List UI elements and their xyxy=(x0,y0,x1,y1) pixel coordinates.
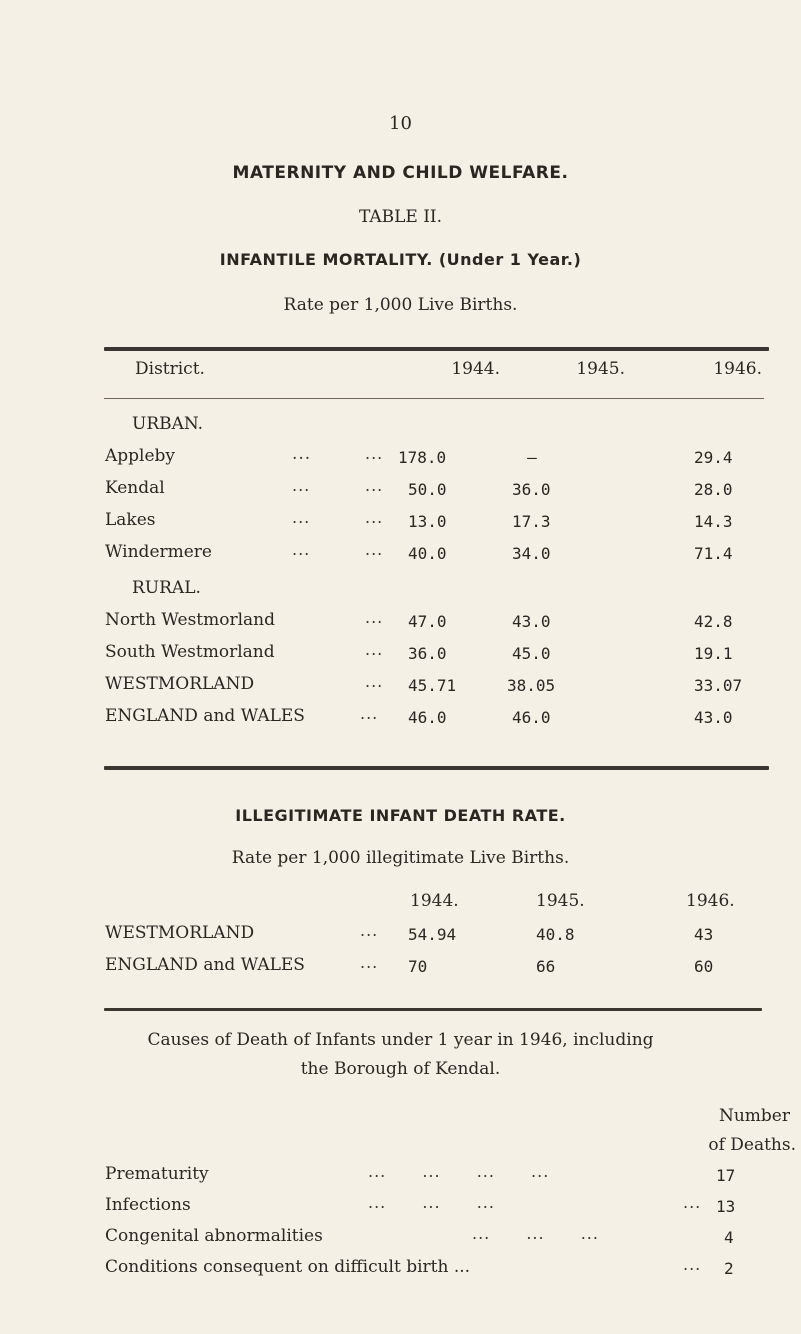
causes-header-deaths: of Deaths. xyxy=(708,1135,796,1155)
value-1944: 40.0 xyxy=(408,544,447,563)
value-1946: 60 xyxy=(694,957,714,976)
value-1944: 70 xyxy=(408,957,428,976)
cause-count: 4 xyxy=(724,1228,734,1247)
illegitimate-subtitle: Rate per 1,000 illegitimate Live Births. xyxy=(231,848,570,868)
leader-dots: ... xyxy=(360,704,379,723)
leader-dots: ... xyxy=(365,672,384,691)
value-1945: 40.8 xyxy=(536,925,575,944)
leader-dots: ... xyxy=(292,444,312,464)
cause-count: 13 xyxy=(716,1197,736,1216)
leader-dots: ... ... ... ... xyxy=(368,1162,550,1181)
leader-dots: ... xyxy=(292,476,311,495)
district-name: Appleby xyxy=(105,446,176,466)
cause-count: 17 xyxy=(716,1166,736,1185)
leader-dots: ... xyxy=(683,1255,702,1274)
causes-header-number: Number xyxy=(718,1106,790,1126)
value-1946: 43.0 xyxy=(694,708,733,727)
value-1946: 42.8 xyxy=(694,612,733,631)
leader-dots: ... xyxy=(365,476,384,495)
district-name: North Westmorland xyxy=(105,610,276,630)
infant-mortality-title: INFANTILE MORTALITY. (Under 1 Year.) xyxy=(219,250,582,269)
value-1946: 19.1 xyxy=(694,644,733,663)
urban-label: URBAN. xyxy=(132,414,204,434)
table-label: TABLE II. xyxy=(358,207,443,227)
leader-dots: ... ... ... xyxy=(368,1193,495,1212)
leader-dots: ... xyxy=(365,608,384,627)
value-1944: 47.0 xyxy=(408,612,447,631)
cause-name: Conditions consequent on difficult birth ... xyxy=(105,1257,471,1277)
column-header-1946: 1946. xyxy=(713,359,762,379)
district-name: Lakes xyxy=(105,510,156,530)
value-1945: 38.05 xyxy=(507,676,556,695)
value-1946: 71.4 xyxy=(694,544,733,563)
district-name: South Westmorland xyxy=(105,642,275,662)
region-name: WESTMORLAND xyxy=(105,923,255,943)
section-divider xyxy=(104,1008,762,1011)
value-1945: 17.3 xyxy=(512,512,551,531)
leader-dots: ... xyxy=(365,640,384,659)
column-header-1946: 1946. xyxy=(686,891,735,911)
column-header-1945: 1945. xyxy=(536,891,585,911)
value-1944: 50.0 xyxy=(408,480,447,499)
illegitimate-title: ILLEGITIMATE INFANT DEATH RATE. xyxy=(235,806,566,825)
cause-count: 2 xyxy=(724,1259,734,1278)
value-1945: 46.0 xyxy=(512,708,551,727)
value-1946: 43 xyxy=(694,925,714,944)
value-1944: 36.0 xyxy=(408,644,447,663)
leader-dots: ... xyxy=(360,921,379,940)
value-1945: 66 xyxy=(536,957,556,976)
causes-title-line1: Causes of Death of Infants under 1 year in 1946, including xyxy=(147,1030,654,1050)
leader-dots: ... xyxy=(683,1193,702,1212)
leader-dots: ... xyxy=(365,444,384,463)
value-1946: 14.3 xyxy=(694,512,733,531)
column-header-1944: 1944. xyxy=(410,891,459,911)
causes-title-line2: the Borough of Kendal. xyxy=(300,1059,501,1079)
leader-dots: ... xyxy=(292,540,311,559)
header-divider xyxy=(104,398,764,399)
infant-mortality-subtitle: Rate per 1,000 Live Births. xyxy=(283,295,518,315)
leader-dots: ... xyxy=(292,508,311,527)
column-header-1944: 1944. xyxy=(451,359,500,379)
column-header-1945: 1945. xyxy=(576,359,625,379)
page-number: 10 xyxy=(389,113,412,134)
district-name: Kendal xyxy=(105,478,165,498)
district-name: Windermere xyxy=(105,542,212,562)
table-top-rule xyxy=(104,347,769,351)
column-header-district: District. xyxy=(135,359,205,379)
value-1945: 34.0 xyxy=(512,544,551,563)
section-heading: MATERNITY AND CHILD WELFARE. xyxy=(232,163,569,183)
district-name: ENGLAND and WALES xyxy=(105,706,305,726)
value-1944: 13.0 xyxy=(408,512,447,531)
cause-name: Prematurity xyxy=(105,1164,209,1184)
value-1945: 36.0 xyxy=(512,480,551,499)
leader-dots: ... ... ... xyxy=(472,1224,599,1243)
region-name: ENGLAND and WALES xyxy=(105,955,305,975)
cause-name: Infections xyxy=(105,1195,191,1215)
rural-label: RURAL. xyxy=(132,578,201,598)
value-1946: 33.07 xyxy=(694,676,743,695)
leader-dots: ... xyxy=(365,508,384,527)
value-1944: 54.94 xyxy=(408,925,457,944)
value-1946: 29.4 xyxy=(694,448,733,467)
value-1944: 178.0 xyxy=(398,448,447,467)
value-1946: 28.0 xyxy=(694,480,733,499)
value-1945: 43.0 xyxy=(512,612,551,631)
table-bottom-rule xyxy=(104,766,769,770)
cause-name: Congenital abnormalities xyxy=(105,1226,323,1246)
value-1945: — xyxy=(527,448,537,467)
value-1944: 45.71 xyxy=(408,676,457,695)
leader-dots: ... xyxy=(365,540,384,559)
value-1945: 45.0 xyxy=(512,644,551,663)
value-1944: 46.0 xyxy=(408,708,447,727)
district-name: WESTMORLAND xyxy=(105,674,255,694)
leader-dots: ... xyxy=(360,953,379,972)
